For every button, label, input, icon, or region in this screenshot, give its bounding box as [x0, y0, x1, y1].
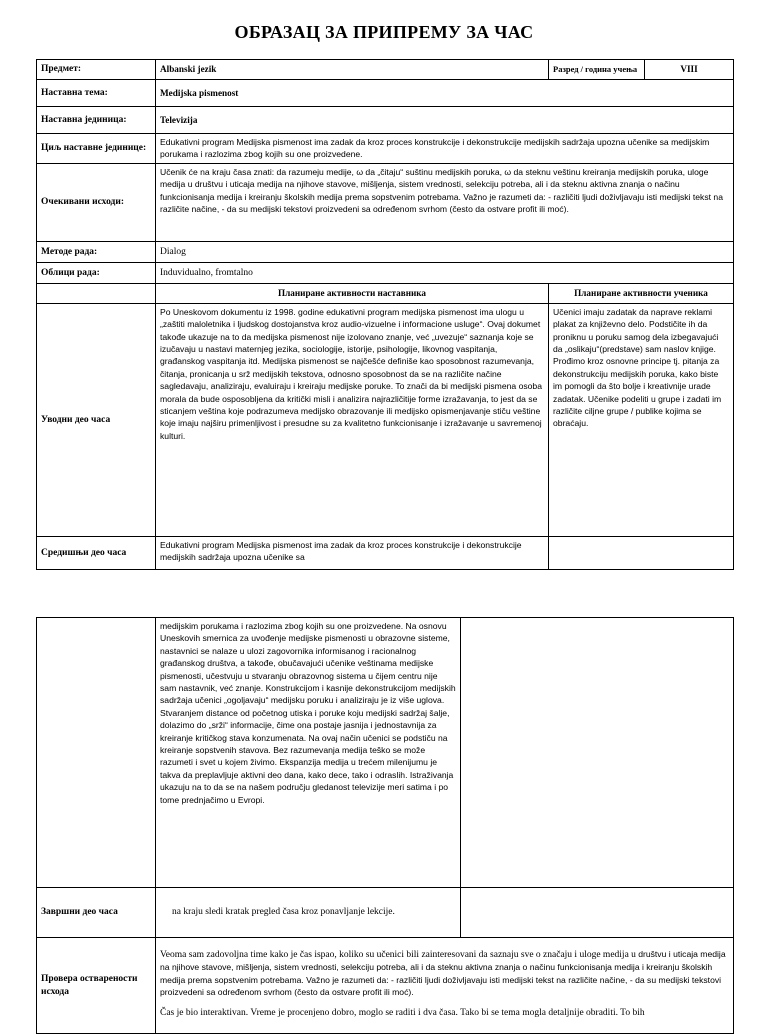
- central-student-activities: [549, 536, 734, 569]
- subject-row: [37, 60, 734, 80]
- unit-label: Наставна јединица:: [37, 107, 156, 134]
- grade-label: Разред / година учења: [549, 60, 645, 80]
- goal-label: Циљ наставне јединице:: [37, 134, 156, 164]
- intro-row: [37, 303, 734, 536]
- subject-value: Albanski jezik: [156, 60, 549, 80]
- document-title: ОБРАЗАЦ ЗА ПРИПРЕМУ ЗА ЧАС: [234, 22, 534, 42]
- unit-row: [37, 107, 734, 134]
- methods-value: Dialog: [156, 241, 734, 262]
- closing-row: [37, 888, 734, 938]
- central-label-continued: [37, 618, 156, 888]
- goal-value: Edukativni program Medijska pismenost ima zadak da kroz proces konstrukcije i dekonstrukcije medijskih sadržaja upozna učenike sa medijskim porukama i razlozima zbog kojih su one proizvedene.: [156, 134, 734, 164]
- central-row: [37, 536, 734, 569]
- forms-row: [37, 262, 734, 283]
- goal-row: [37, 134, 734, 164]
- central-teacher-activities: Edukativni program Medijska pismenost ima zadak da kroz proces konstrukcije i dekonstrukcije medijskih sadržaja upozna učenike sa: [156, 536, 549, 569]
- central-label: Средишњи део часа: [37, 536, 156, 569]
- methods-label: Методе рада:: [37, 241, 156, 262]
- verification-text: [156, 938, 734, 1034]
- subject-label: Предмет:: [37, 60, 156, 80]
- topic-label: Наставна тема:: [37, 80, 156, 107]
- outcomes-value: Učenik će na kraju časa znati: da razumeju medije, ω da „čitaju“ suštinu medijskih poruka, ω da steknu veštinu kreiranja medijskih poruka, uloge medija u društvu i uticaja medija na njihove stavove, mišljenja, sistem vrednosti, selekciju potreba, ali i da steknu aktivna znanja o načinu funkcionisanja medija i kreiranju školskih medija prema sopstvenim potrebama. Važno je razumeti da: - različiti ljudi doživljavaju isti medijski tekst na različite načine, - da su medijski tekstovi proizvedeni sa određenom svrhom (često da ostvare profit ili moć).: [156, 163, 734, 241]
- central-student-activities-continued: [461, 618, 734, 888]
- topic-row: [37, 80, 734, 107]
- closing-label: Завршни део часа: [37, 888, 156, 938]
- verification-text-part2: društvu i uticaja medija na njihove stavove, mišljenja, sistem vrednosti, selekciju potreba, ali i da steknu aktivna znanja o načinu funkcionisanja medija i kreiranju školskih medija prema sopstvenim potrebama. Važno je razumeti da: - različiti ljudi doživljavaju isti medijski tekst na različite načine, - da su medijski tekstovi proizvedeni sa određenom svrhom (često da ostvare profit ili moć).: [160, 949, 726, 998]
- teacher-activities-header: Планиране активности наставника: [156, 283, 549, 303]
- outcomes-label: Очекивани исходи:: [37, 163, 156, 241]
- forms-value: Induvidualno, fromtalno: [156, 262, 734, 283]
- unit-value: Televizija: [156, 107, 734, 134]
- central-teacher-activities-continued: medijskim porukama i razlozima zbog kojih su one proizvedene. Na osnovu Uneskovih smernica za uvođenje medijske pismenosti u obrazovne sisteme, nastavnici se nalaze u ulozi zagovornika informisanog i racionalnog građanskog društva, a takođe, obučavajući učenike veštinama medijske pismenosti, učestvuju u stvaranju obrazovnog sistema u čijem centru nije sam nastavnik, već znanje. Konstrukcijom i kasnije dekonstrukcijom medijskih sadržaja učenici „ogoljavaju“ medijsku poruku i analiziraju je iz više uglova. Stvaranjem distance od početnog utiska i poruke koju medijski sadržaj šalje, dolazimo do „srži“ informacije, čime ona postaje jasnija i jednostavnija za kreiranje kritičkog stava konzumenata. Na ovaj način učenici se podstiču na kreiranje sopstvenih stavova. Bez razumevanja medija teško se može razumeti i svet u kojem živimo. Ekspanzija medija u trećem milenijumu je takva da preplavljuje aktivni deo dana, kako dece, tako i odraslih. Istraživanja ukazuju na to da se na našem području gledanost televizije meri satima i po tome prednjačimo u Evropi.: [156, 618, 461, 888]
- forms-label: Облици рада:: [37, 262, 156, 283]
- verification-text-part1: Veoma sam zadovoljna time kako je čas ispao, koliko su učenici bili zainteresovani da saznaju sve o značaju i uloge medija u: [160, 950, 636, 960]
- verification-label: Провера остварености исхода: [37, 938, 156, 1034]
- activities-header-row: [37, 283, 734, 303]
- closing-student-activities: [461, 888, 734, 938]
- central-row-continued: [37, 618, 734, 888]
- activities-header-empty: [37, 283, 156, 303]
- intro-student-activities: Učenici imaju zadatak da naprave reklami plakat za književno delo. Podstičite ih da proniknu u poruku samog dela izbegavajući da „oslikaju“(predstave) sam naslov knjige. Prođimo kroz osnovne principe tj. pitanja za dekonstrukciju medijskih poruka, kako biste im pomogli da što bolje i kreativnije urade zadatak. Učenike podeliti u grupe i zadati im različite ciljne grupe / publike kojima se obraćaju.: [549, 303, 734, 536]
- intro-teacher-activities: Po Uneskovom dokumentu iz 1998. godine edukativni program medijska pismenost ima ulogu u „zaštiti maloletnika i ljudskog dostojanstva kroz audio-vizuelne i informacione usluge“. Ovaj dokumet takođe ukazuje na to da medijska pismenost nije izolovano znanje, već „uvezuje“ saznanja koje se izučavaju u nastavi maternjeg jezika, sociologije, istorije, psihologije, likovnog vaspitanja, građanskog vaspitanja itd. Medijska pismenost se najčešće definiše kao sposobnost razumevanja, čitanja, proniсanja u srž medijskih tekstova, odnosno sposobnost da se na različite načine sagledavaju, analiziraju, evaluiraju i kreiraju medijske poruke. To znači da bi medijski pismena osoba morala da bude osposobljena da kritički misli i analizira najrazličitije forme izražavanja, to jest da se sticanjem veština koje podrazumeva medijsko obrazovanje ili medijsko opismenjavanje stiču veštine koje imaju najširu primenljivost i presudne su za kvalitetno funkcionisanje i izražavanje u savremenoj kulturi.: [156, 303, 549, 536]
- lesson-plan-table-page2: [36, 617, 734, 1034]
- student-activities-header: Планиране активности ученика: [549, 283, 734, 303]
- verification-text-part3: Čas je bio interaktivan. Vreme je procenjeno dobro, moglo se raditi i dva časa. Tako bi se tema mogla detaljnije obraditi. To bih: [160, 1007, 645, 1018]
- lesson-plan-table-page1: [36, 59, 734, 570]
- methods-row: [37, 241, 734, 262]
- grade-value: VIII: [645, 60, 734, 80]
- verification-row: [37, 938, 734, 1034]
- outcomes-row: [37, 163, 734, 241]
- intro-label: Уводни део часа: [37, 303, 156, 536]
- topic-value: Medijska pismenost: [156, 80, 734, 107]
- closing-teacher-activities: na kraju sledi kratak pregled časa kroz ponavljanje lekcije.: [156, 888, 461, 938]
